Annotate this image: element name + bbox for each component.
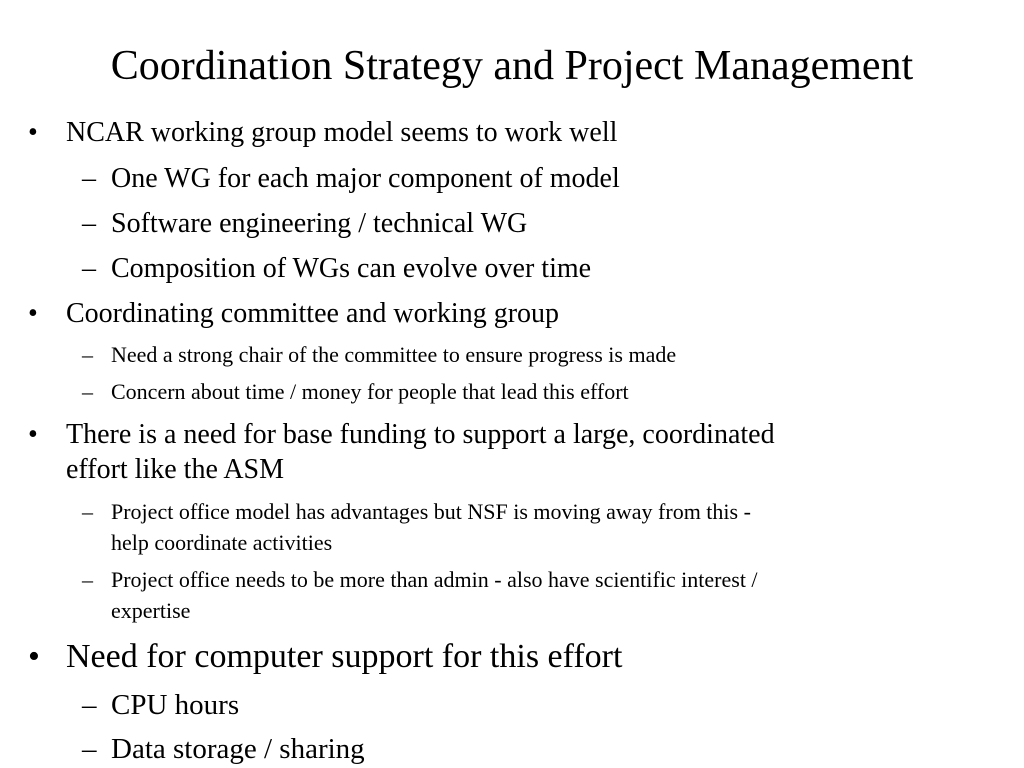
sub-bullet-text-line1: Project office model has advantages but NSF is moving away from this - (111, 499, 751, 524)
bullet-text: NCAR working group model seems to work well (66, 117, 618, 148)
sub-bullet-text: Data storage / sharing (111, 733, 365, 765)
dash-marker: – (82, 567, 93, 592)
sub-bullet-text-line2: expertise (111, 598, 191, 623)
dash-marker: – (82, 379, 93, 404)
bullet-text: Coordinating committee and working group (66, 298, 560, 329)
dash-marker: – (82, 342, 93, 367)
bullet-marker: • (28, 419, 38, 450)
sub-bullet-text: Concern about time / money for people that lead this effort (111, 379, 629, 404)
sub-bullet-text-line1: Project office needs to be more than admin - also have scientific interest / (111, 567, 758, 592)
bullet-marker: • (28, 117, 38, 148)
dash-marker: – (82, 163, 96, 194)
bullet-marker: • (28, 298, 38, 329)
sub-bullet-text: CPU hours (111, 689, 240, 721)
dash-marker: – (82, 499, 93, 524)
sub-bullet-text: Software engineering / technical WG (111, 208, 528, 239)
sub-bullet-text: Composition of WGs can evolve over time (111, 253, 592, 284)
sub-bullet-text: One WG for each major component of model (111, 163, 620, 194)
sub-bullet-text: Need a strong chair of the committee to ensure progress is made (111, 342, 677, 367)
bullet-text-line1: There is a need for base funding to support a large, coordinated (66, 419, 775, 450)
dash-marker: – (82, 733, 97, 765)
dash-marker: – (82, 689, 97, 721)
dash-marker: – (82, 208, 96, 239)
bullet-text: Need for computer support for this effort (66, 638, 623, 675)
dash-marker: – (82, 253, 96, 284)
bullet-text-line2: effort like the ASM (66, 454, 285, 485)
sub-bullet-text-line2: help coordinate activities (111, 530, 333, 555)
slide-title: Coordination Strategy and Project Management (110, 43, 914, 89)
bullet-marker: • (28, 638, 40, 675)
